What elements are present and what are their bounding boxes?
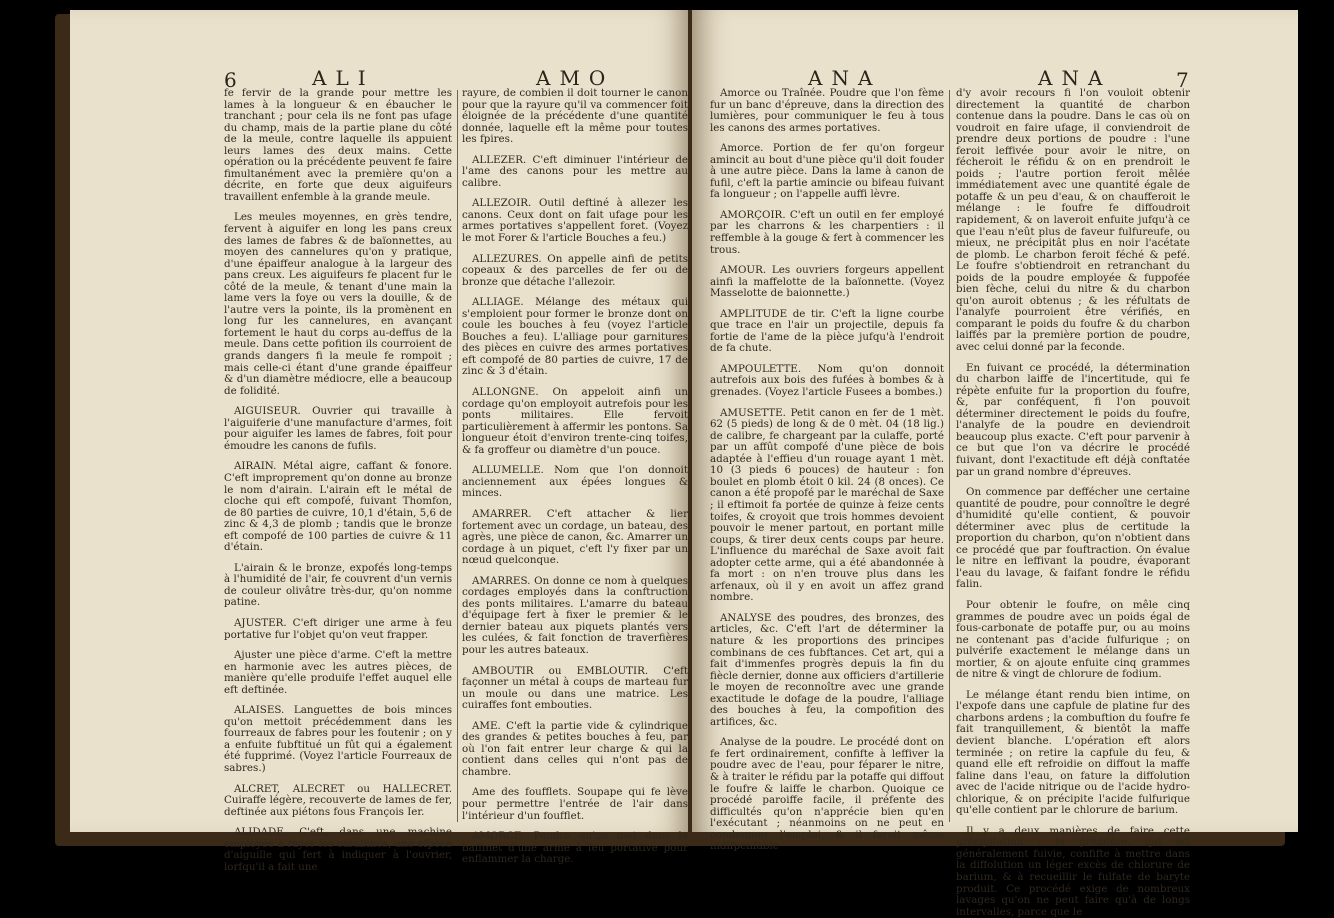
dictionary-entry: AIRAIN. Métal aigre, caffant & fonore. C'eft improprement qu'on donne au bronze le nom d'airain. L'airain eft le métal de cloche qui eft compofé, fuivant Thomfon, de 80 parties de cuivre, 10,1 d'étain, 5,6 de zinc & 4,3 de plomb ; tandis que le bronze eft compofé de 100 parties de cuivre & 11 d'étain. xyxy=(224,460,452,554)
paragraph: Les meules moyennes, en grès tendre, fervent à aiguifer en long les pans creux des lames de fabres & de baïonnettes, au moyen des cannelures qu'on y pratique, d'une épaiffeur analogue à la largeur des pans creux. Les aiguifeurs fe placent fur le côté de la meule, & tenant d'une main la lame vers la foye ou vers la douille, & de l'autre vers la pointe, ils la promènent en long fur les cannelures, en avançant fortement le haut du corps au-deffus de la meule. Dans cette pofition ils courroient de grands dangers fi la meule fe rompoit ; mais celle-ci étant d'une grande épaiffeur & d'un diamètre médiocre, elle a beaucoup de folidité. xyxy=(224,211,452,397)
paragraph: Il y a deux manières de faire cette précipitation : la première, qui eft généralement fuivie, confifte à mettre dans la diffolution un léger excès de chlorure de barium, & à recueillir le fulfate de baryte produit. Ce procédé exige de nombreux lavages qu'on ne peut faire qu'à de longs intervalles, parce que le xyxy=(956,824,1190,918)
dictionary-entry: ALLUMELLE. Nom que l'on donnoit anciennement aux épées longues & minces. xyxy=(462,464,688,500)
dictionary-entry: ANALYSE des poudres, des bronzes, des articles, &c. C'eft l'art de déterminer la nature & les proportions des principes combinans de ces fubftances. Cet art, qui a fait d'immenfes progrès depuis la fin du fiècle dernier, donne aux officiers d'artillerie le moyen de reconnoître avec une grande exactitude le dofage de la poudre, l'alliage des bouches à feu, la compofition des artifices, &c. xyxy=(710,611,944,728)
dictionary-entry: Analyse de la poudre. Le procédé dont on fe fert ordinairement, confifte à leffiver la poudre avec de l'eau, pour féparer le nitre, & à traiter le réfidu par la potaffe qui diffout le foufre & laiffe le charbon. Quoique ce procédé paroiffe facile, il préfente des difficultés qu'on n'apprécie bien qu'en l'exécutant ; néanmoins on ne peut en condamner l'emploi, & il feroit même indifpenfable xyxy=(710,736,944,853)
dictionary-entry: AMORCE. Poudre qu'on met dans le baffinet d'une arme à feu portative pour enflammer la charge. xyxy=(462,830,688,866)
paragraph: En fuivant ce procédé, la détermination du charbon laiffe de l'incertitude, qui fe répète enfuite fur la proportion du foufre, &, par conféquent, fi l'on pouvoit déterminer directement le poids du foufre, l'analyfe de la poudre en deviendroit beaucoup plus exacte. C'eft pour parvenir à ce but que l'on va décrire le procédé fuivant, dont l'exactitude eft déjà conftatée par un grand nombre d'épreuves. xyxy=(956,361,1190,478)
dictionary-entry: ALCRET, ALECRET ou HALLECRET. Cuiraffe légère, recouverte de lames de fer, deftinée aux piétons fous François Ier. xyxy=(224,782,452,818)
dictionary-entry: Amorce. Portion de fer qu'on forgeur amincit au bout d'une pièce qu'il doit fouder à une autre pièce. Dans la lame à canon de fufil, c'eft la partie amincie ou bifeau fuivant fa longueur ; on l'appelle auffi lèvre. xyxy=(710,142,944,201)
right-page-number: 7 xyxy=(1176,68,1189,92)
left-column-2 xyxy=(462,87,688,866)
paragraph: fe fervir de la grande pour mettre les lames à la longueur & en ébaucher le tranchant ; pour cela ils ne font pas ufage du champ, mais de la partie plane du côté de la meule, contre laquelle ils appuient leurs lames des deux mains. Cette opération ou la précédente peuvent fe faire fimultanément avec la première qu'on a décrite, en forte que deux aiguifeurs travaillent enfemble à la grande meule. xyxy=(224,87,452,203)
dictionary-entry: ALLIAGE. Mélange des métaux qui s'emploient pour former le bronze dont on coule les bouches à feu (voyez l'article Bouches a feu). L'alliage pour garnitures des pièces en cuivre des armes portatives eft compofé de 80 parties de cuivre, 17 de zinc & 3 d'étain. xyxy=(462,296,688,378)
dictionary-entry: AMOUR. Les ouvriers forgeurs appellent ainfi la maffelotte de la baïonnette. (Voyez Masselotte de baionnette.) xyxy=(710,264,944,300)
right-running-head-1: ANA xyxy=(808,66,882,90)
dictionary-entry: Ame des foufflets. Soupape qui fe lève pour permettre l'entrée de l'air dans l'intérieur d'un foufflet. xyxy=(462,786,688,822)
dictionary-entry: Amorce ou Traînée. Poudre que l'on fème fur un banc d'épreuve, dans la direction des lumières, pour communiquer le feu à tous les canons des armes portatives. xyxy=(710,87,944,134)
left-running-head-2: AMO xyxy=(536,66,615,90)
paragraph: Pour obtenir le foufre, on mêle cinq grammes de poudre avec un poids égal de fous-carbonate de potaffe pur, ou au moins ne contenant pas d'acide fulfurique ; on pulvérife exactement le mélange dans un mortier, & on ajoute enfuite cinq grammes de nitre & vingt de chlorure de fodium. xyxy=(956,598,1190,681)
dictionary-entry: AME. C'eft la partie vide & cylindrique des grandes & petites bouches à feu, par où l'on fait entrer leur charge & qui la contient dans celles qui n'ont pas de chambre. xyxy=(462,719,688,778)
dictionary-entry: ALAISES. Languettes de bois minces qu'on mettoit précédemment dans les fourreaux de fabres pour les foutenir ; on y a enfuite fubftitué un fût qui a également été fupprimé. (Voyez l'article Fourreaux de sabres.) xyxy=(224,704,452,774)
dictionary-entry: AMUSETTE. Petit canon en fer de 1 mèt. 62 (5 pieds) de long & de 0 mèt. 04 (18 lig.) de calibre, fe chargeant par la culaffe, porté par un affût compofé d'une pièce de bois adaptée à l'effieu d'un rouage ayant 1 mèt. 10 (3 pieds 6 pouces) de hauteur : fon boulet en plomb étoit 0 kil. 24 (8 onces). Ce canon a été propofé par le maréchal de Saxe ; il eftimoit fa portée de quinze à feize cents toifes, & croyoit que trois hommes devoient pouvoir le mener partout, en portant mille coups, & tirer deux cents coups par heure. L'influence du maréchal de Saxe avoit fait adopter cette arme, qui a été abandonnée à fa mort : on n'en trouve plus dans les arfenaux, où il y en avoit un affez grand nombre. xyxy=(710,406,944,604)
dictionary-entry: AJUSTER. C'eft diriger une arme à feu portative fur l'objet qu'on veut frapper. xyxy=(224,616,452,641)
column-rule xyxy=(457,90,458,822)
left-running-head-1: ALI xyxy=(312,66,375,90)
left-page-number: 6 xyxy=(224,68,237,92)
right-column-1 xyxy=(710,87,944,853)
column-rule xyxy=(949,90,950,822)
left-page xyxy=(70,10,690,873)
dictionary-entry: ALIDADE. C'eft, dans une machine employée à rayer les carabines, une efpèce d'aiguille qui fert à indiquer à l'ouvrier, lorfqu'il a fait une xyxy=(224,826,452,873)
right-running-head-2: ANA xyxy=(1038,66,1112,90)
dictionary-entry: ALLONGNE. On appeloit ainfi un cordage qu'on employoit autrefois pour les ponts militaires. Elle fervoit particulièrement à affermir les pontons. Sa longueur étoit d'environ trente-cinq toifes, & fa groffeur ou diamètre d'un pouce. xyxy=(462,386,688,456)
right-page xyxy=(692,10,1298,918)
paragraph: rayure, de combien il doit tourner le canon pour que la rayure qu'il va commencer foit éloignée de la précédente d'une quantité donnée, laquelle eft la même pour toutes les fpires. xyxy=(462,87,688,146)
dictionary-entry: ALLEZURES. On appelle ainfi de petits copeaux & des parcelles de fer ou de bronze que détache l'allezoir. xyxy=(462,252,688,288)
right-column-2 xyxy=(956,87,1190,918)
paragraph: L'airain & le bronze, expofés long-temps à l'humidité de l'air, fe couvrent d'un vernis de couleur olivâtre très-dur, qu'on nomme patine. xyxy=(224,561,452,609)
paragraph: On commence par deffécher une certaine quantité de poudre, pour connoître le degré d'humidité qu'elle contient, & pouvoir déterminer avec plus de certitude la proportion du charbon, qu'on n'obtient dans ce procédé que par fouftraction. On évalue le nitre en leffivant la poudre, évaporant l'eau du lavage, & faifant fondre le réfidu falin. xyxy=(956,486,1190,591)
dictionary-entry: Ajuster une pièce d'arme. C'eft la mettre en harmonie avec les autres pièces, de manière qu'elle produife l'effet auquel elle eft deftinée. xyxy=(224,649,452,696)
dictionary-entry: AMPOULETTE. Nom qu'on donnoit autrefois aux bois des fufées à bombes & à grenades. (Voyez l'article Fusees a bombes.) xyxy=(710,362,944,399)
dictionary-entry: AMORÇOIR. C'eft un outil en fer employé par les charrons & les charpentiers : il reffemble à la gouge & fert à commencer les trous. xyxy=(710,208,944,256)
dictionary-entry: ALLEZOIR. Outil deftiné à allezer les canons. Ceux dont on fait ufage pour les armes portatives s'appellent foret. (Voyez le mot Forer & l'article Bouches a feu.) xyxy=(462,197,688,245)
dictionary-entry: AIGUISEUR. Ouvrier qui travaille à l'aiguiferie d'une manufacture d'armes, foit pour aiguifer les lames de fabres, foit pour émoudre les canons de fufils. xyxy=(224,405,452,452)
dictionary-entry: ALLEZER. C'eft diminuer l'intérieur de l'ame des canons pour les mettre au calibre. xyxy=(462,153,688,189)
paragraph: Le mélange étant rendu bien intime, on l'expofe dans une capfule de platine fur des charbons ardens ; la combuftion du foufre fe fait tranquillement, & bientôt la maffe devient blanche. L'opération eft alors terminée ; on retire la capfule du feu, & quand elle eft refroidie on diffout la maffe faline dans l'eau, on fature la diffolution avec de l'acide nitrique ou de l'acide hydro-chlorique, & on précipite l'acide fulfurique qu'elle contient par le chlorure de barium. xyxy=(956,688,1190,817)
dictionary-entry: AMARRER. C'eft attacher & lier fortement avec un cordage, un bateau, des agrès, une pièce de canon, &c. Amarrer un cordage à un piquet, c'eft l'y fixer par un nœud quelconque. xyxy=(462,507,688,567)
dictionary-entry: AMARRES. On donne ce nom à quelques cordages employés dans la conftruction des ponts militaires. L'amarre du bateau d'équipage fert à fixer le premier & le dernier bateau aux piquets plantés vers les culées, & fait fonction de traverfières pour les autres bateaux. xyxy=(462,574,688,656)
dictionary-entry: AMBOUTIR ou EMBLOUTIR. C'eft façonner un métal à coups de marteau fur un moule ou dans une matrice. Les cuiraffes font embouties. xyxy=(462,664,688,712)
paragraph: d'y avoir recours fi l'on vouloit obtenir directement la quantité de charbon contenue dans la poudre. Dans le cas où on voudroit en faire ufage, il conviendroit de prendre deux portions de poudre : l'une feroit leffivée pour avoir le nitre, on fécheroit le réfidu & on en prendroit le poids ; l'autre portion feroit mêlée immédiatement avec une quantité égale de potaffe & un peu d'eau, & on chaufferoit le mélange : le foufre fe diffoudroit rapidement, & on laveroit enfuite jufqu'à ce que l'eau n'eût plus de faveur fulfureufe, ou mieux, ne précipitât plus en noir l'acétate de plomb. Le charbon feroit féché & pefé. Le foufre s'obtiendroit en retranchant du poids de la poudre employée & fuppofée bien fèche, celui du nitre & du charbon qu'on auroit obtenus ; & les réfultats de l'analyfe pourroient être vérifiés, en comparant le poids du foufre & du charbon laiffés par la première portion de poudre, avec celui donné par la feconde. xyxy=(956,87,1190,354)
left-column-1 xyxy=(224,87,452,873)
dictionary-entry: AMPLITUDE de tir. C'eft la ligne courbe que trace en l'air un projectile, depuis fa fortie de l'ame de la pièce jufqu'à l'endroit de fa chute. xyxy=(710,307,944,355)
